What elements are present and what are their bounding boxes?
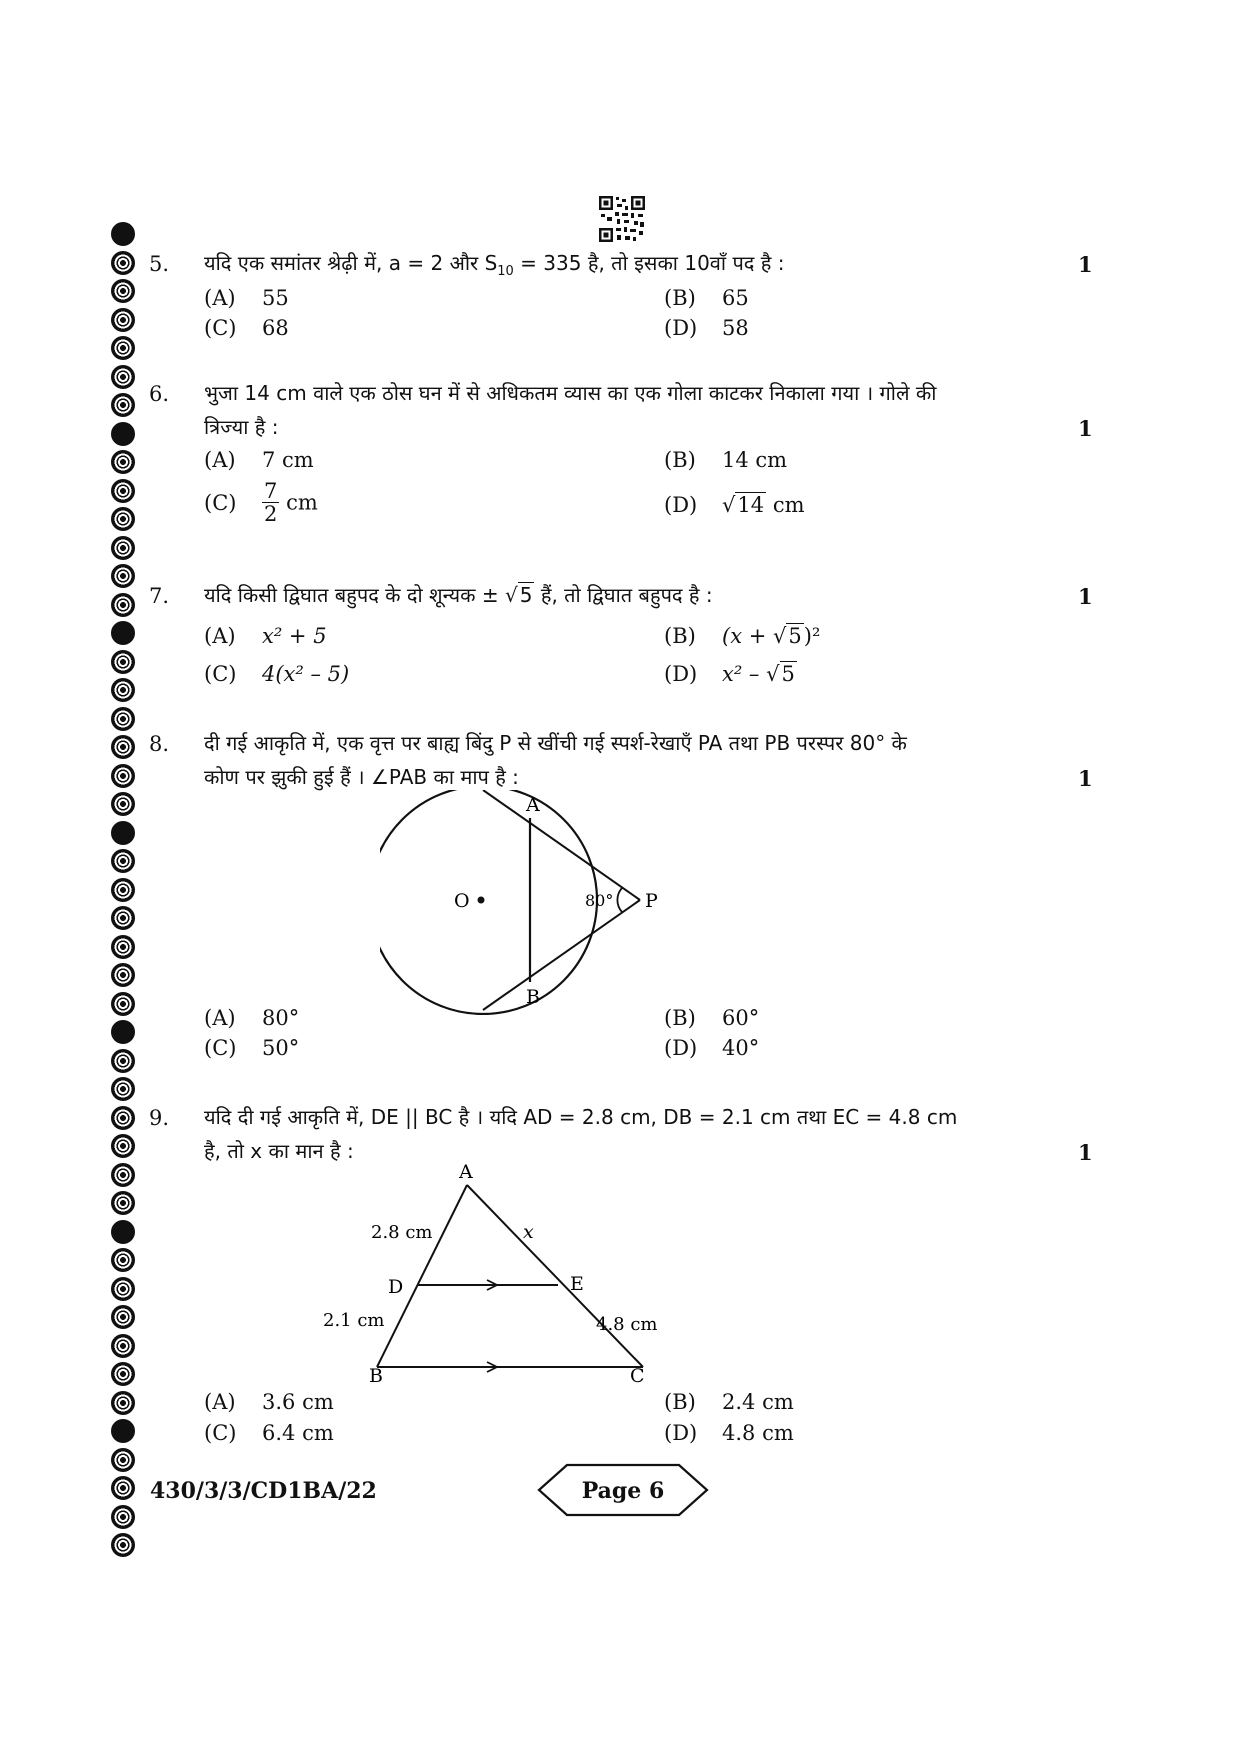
label-o: O (454, 890, 470, 912)
qr-code (598, 195, 646, 243)
circle-tangent-figure (380, 790, 680, 1015)
q7-option-a: (A) x² + 5 (204, 624, 327, 648)
question-8-text-line1: दी गई आकृति में, एक वृत्त पर बाह्य बिंदु P से खींची गई स्पर्श-रेखाएँ PA तथा PB परस्पर 80° के (204, 731, 907, 755)
q5-option-c: (C) 68 (204, 316, 289, 340)
q9-option-d: (D) 4.8 cm (664, 1421, 794, 1445)
q5-option-b: (B) 65 (664, 286, 749, 310)
question-9-text-line1: यदि दी गई आकृति में, DE || BC है । यदि AD = 2.8 cm, DB = 2.1 cm तथा EC = 4.8 cm (204, 1105, 958, 1129)
solid-circle-mark (111, 1220, 135, 1244)
ring-mark (111, 251, 135, 275)
question-8-number: 8. (149, 732, 170, 756)
label-b: B (369, 1365, 383, 1385)
question-5-number: 5. (149, 252, 170, 276)
question-7-text: यदि किसी द्विघात बहुपद के दो शून्यक ± √ 5 हैं, तो द्विघात बहुपद है : (204, 583, 713, 607)
label-a: A (526, 794, 540, 816)
solid-circle-mark (111, 621, 135, 645)
q7-option-d: (D) x² – √5 (664, 662, 795, 686)
question-9-text-line2: है, तो x का मान है : (204, 1139, 354, 1163)
q6-option-a: (A) 7 cm (204, 448, 314, 472)
question-5-text: यदि एक समांतर श्रेढ़ी में, a = 2 और $S_{10} = 335$ है, तो इसका 10वाँ पद है : (204, 251, 785, 279)
registration-rail (111, 222, 139, 1562)
q5-option-a: (A) 55 (204, 286, 289, 310)
label-ec: 4.8 cm (596, 1314, 658, 1335)
label-d: D (388, 1276, 404, 1298)
question-7-number: 7. (149, 584, 170, 608)
question-6-text-line2: त्रिज्या है : (204, 415, 279, 439)
q6-option-c: (C) $\frac{7}{2}$ cm (204, 479, 318, 526)
label-c: C (630, 1365, 645, 1385)
q7-option-c: (C) 4(x² – 5) (204, 662, 350, 686)
solid-circle-mark (111, 422, 135, 446)
label-e: E (570, 1273, 584, 1295)
q5-option-d: (D) 58 (664, 316, 749, 340)
page-number: Page 6 (581, 1478, 665, 1504)
q8-option-a: (A) 80° (204, 1006, 300, 1030)
q8-option-d: (D) 40° (664, 1036, 760, 1060)
q6-option-d: (D) √14 cm (664, 493, 805, 517)
question-8-marks: 1 (1078, 766, 1093, 791)
label-db: 2.1 cm (323, 1310, 385, 1331)
solid-circle-mark (111, 1419, 135, 1443)
question-7-marks: 1 (1078, 584, 1093, 609)
q8-option-c: (C) 50° (204, 1036, 300, 1060)
label-b: B (526, 986, 540, 1008)
q8-option-b: (B) 60° (664, 1006, 760, 1030)
question-8-text-line2: कोण पर झुकी हुई हैं । ∠PAB का माप है : (204, 765, 519, 789)
label-a: A (459, 1161, 473, 1183)
question-9-number: 9. (149, 1106, 170, 1130)
question-6-marks: 1 (1078, 416, 1093, 441)
question-6-text-line1: भुजा 14 cm वाले एक ठोस घन में से अधिकतम व्यास का एक गोला काटकर निकाला गया । गोले की (204, 381, 937, 405)
q6-option-b: (B) 14 cm (664, 448, 788, 472)
q9-option-a: (A) 3.6 cm (204, 1390, 334, 1414)
q9-option-c: (C) 6.4 cm (204, 1421, 334, 1445)
question-5-marks: 1 (1078, 252, 1093, 277)
label-ae: x (523, 1221, 534, 1243)
solid-circle-mark (111, 1020, 135, 1044)
q9-option-b: (B) 2.4 cm (664, 1390, 794, 1414)
angle-label: 80° (585, 891, 614, 910)
paper-code: 430/3/3/CD1BA/22 (150, 1478, 377, 1504)
q7-option-b: (B) (x + √5)² (664, 624, 821, 648)
question-6-number: 6. (149, 382, 170, 406)
solid-circle-mark (111, 821, 135, 845)
label-ad: 2.8 cm (371, 1222, 433, 1243)
triangle-figure (320, 1160, 700, 1385)
label-p: P (645, 890, 658, 912)
solid-circle-mark (111, 222, 135, 246)
question-9-marks: 1 (1078, 1140, 1093, 1165)
